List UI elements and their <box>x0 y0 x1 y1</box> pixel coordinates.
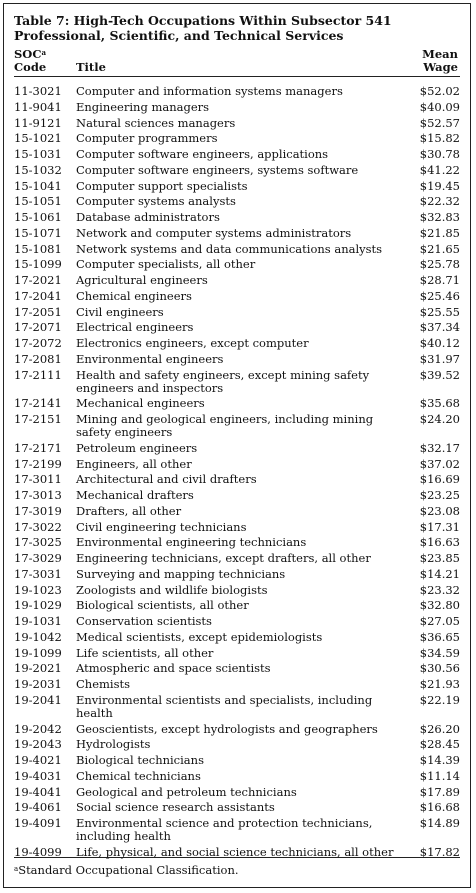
soc-code-cell: 17-2199 <box>14 456 62 471</box>
mean-wage-cell: $17.89 <box>419 784 460 799</box>
mean-wage-cell: $21.85 <box>419 225 460 240</box>
table-frame <box>3 3 471 888</box>
soc-code-cell: 15-1081 <box>14 241 62 256</box>
mean-wage-cell: $39.52 <box>419 367 460 382</box>
soc-code-cell: 15-1099 <box>14 257 62 272</box>
occupation-title-cell: Biological technicians <box>76 753 204 767</box>
occupation-title-cell: Computer programmers <box>76 131 218 146</box>
occupation-title-cell: Mechanical engineers <box>76 396 205 411</box>
soc-code-cell: 19-4091 <box>14 816 62 830</box>
table-row <box>14 413 460 439</box>
soc-code-cell: 19-4021 <box>14 753 62 767</box>
soc-code-cell: 19-4061 <box>14 800 62 815</box>
soc-code-cell: 17-2081 <box>14 351 62 366</box>
mean-wage-cell: $14.89 <box>419 816 460 830</box>
soc-code-cell: 19-1031 <box>14 614 62 628</box>
soc-code-cell: 19-1023 <box>14 582 62 597</box>
soc-code-cell: 15-1071 <box>14 225 62 240</box>
table-row <box>14 599 460 612</box>
table-row <box>14 148 460 161</box>
occupation-title-cell: Network and computer systems administrators <box>76 225 352 240</box>
table-body <box>14 85 460 862</box>
table-row <box>14 442 460 455</box>
table-row <box>14 85 460 98</box>
occupation-title-cell: Environmental science and protection technicians, including health <box>76 816 373 843</box>
occupation-title-cell: Medical scientists, except epidemiologists <box>76 629 323 644</box>
footnote-marker: a <box>14 865 19 873</box>
mean-wage-cell: $31.97 <box>419 351 460 366</box>
table-row <box>14 568 460 581</box>
occupation-title-cell: Agricultural engineers <box>76 273 208 287</box>
occupation-title-cell: Surveying and mapping technicians <box>76 566 286 581</box>
occupation-title-cell: Conservation scientists <box>76 614 212 628</box>
header-code-label: Code <box>14 60 47 74</box>
table-row <box>14 274 460 287</box>
footnote <box>14 863 239 877</box>
table-row <box>14 397 460 410</box>
occupation-title-cell: Atmospheric and space scientists <box>76 661 271 676</box>
mean-wage-cell: $36.65 <box>419 629 460 644</box>
occupation-title-cell: Chemical engineers <box>76 288 192 303</box>
occupation-title-cell: Natural sciences managers <box>76 115 236 130</box>
mean-wage-cell: $21.65 <box>419 241 460 256</box>
soc-code-cell: 17-2071 <box>14 320 62 335</box>
occupation-title-cell: Zoologists and wildlife biologists <box>76 582 268 597</box>
mean-wage-cell: $15.82 <box>419 131 460 146</box>
mean-wage-cell: $22.32 <box>419 194 460 209</box>
table-row <box>14 738 460 751</box>
mean-wage-cell: $16.69 <box>419 472 460 487</box>
table-row <box>14 321 460 334</box>
soc-code-cell: 17-3019 <box>14 503 62 518</box>
occupation-title-cell: Hydrologists <box>76 737 151 752</box>
occupation-title-cell: Life scientists, all other <box>76 645 214 660</box>
mean-wage-cell: $24.20 <box>419 412 460 426</box>
table-row <box>14 536 460 549</box>
table-row <box>14 132 460 145</box>
mean-wage-cell: $28.71 <box>419 273 460 287</box>
soc-code-cell: 19-1042 <box>14 629 62 644</box>
soc-code-cell: 15-1041 <box>14 178 62 193</box>
table-row <box>14 817 460 843</box>
soc-code-cell: 19-1099 <box>14 645 62 660</box>
soc-code-cell: 11-9121 <box>14 115 62 130</box>
header-mean-wage <box>422 48 458 74</box>
occupation-title-cell: Chemists <box>76 677 131 691</box>
occupation-title-cell: Computer specialists, all other <box>76 257 256 272</box>
soc-code-cell: 19-4099 <box>14 844 62 859</box>
mean-wage-cell: $37.34 <box>419 320 460 335</box>
mean-wage-cell: $52.57 <box>419 115 460 130</box>
header-title: Title <box>76 60 106 74</box>
occupation-title-cell: Engineering technicians, except drafters, all other <box>76 551 371 565</box>
occupation-title-cell: Civil engineers <box>76 304 164 319</box>
mean-wage-cell: $16.63 <box>419 535 460 550</box>
table-row <box>14 770 460 783</box>
soc-code-cell: 17-2072 <box>14 336 62 350</box>
mean-wage-cell: $34.59 <box>419 645 460 660</box>
mean-wage-cell: $17.31 <box>419 519 460 534</box>
mean-wage-cell: $23.08 <box>419 503 460 518</box>
soc-code-cell: 17-3013 <box>14 488 62 502</box>
table-row <box>14 337 460 350</box>
soc-code-cell: 15-1021 <box>14 131 62 146</box>
mean-wage-cell: $41.22 <box>419 162 460 177</box>
mean-wage-cell: $11.14 <box>419 768 460 783</box>
table-row <box>14 678 460 691</box>
soc-code-cell: 19-1029 <box>14 598 62 613</box>
soc-code-cell: 17-3025 <box>14 535 62 550</box>
mean-wage-cell: $27.05 <box>419 614 460 628</box>
mean-wage-cell: $16.68 <box>419 800 460 815</box>
table-row <box>14 473 460 486</box>
table-row <box>14 615 460 628</box>
header-soc-footnote-marker: a <box>41 48 47 57</box>
soc-code-cell: 17-2171 <box>14 440 62 455</box>
occupation-title-cell: Biological scientists, all other <box>76 598 249 613</box>
occupation-title-cell: Chemical technicians <box>76 768 201 783</box>
table-row <box>14 631 460 644</box>
header-soc-label: SOC <box>14 47 42 61</box>
soc-code-cell: 19-2041 <box>14 692 62 707</box>
mean-wage-cell: $30.78 <box>419 147 460 161</box>
table-row <box>14 180 460 193</box>
occupation-title-cell: Computer software engineers, systems software <box>76 162 359 177</box>
mean-wage-cell: $32.83 <box>419 210 460 224</box>
occupation-title-cell: Health and safety engineers, except mining safety engineers and inspectors <box>76 367 370 395</box>
mean-wage-cell: $32.17 <box>419 440 460 455</box>
occupation-title-cell: Environmental engineering technicians <box>76 535 307 550</box>
mean-wage-cell: $37.02 <box>419 456 460 471</box>
soc-code-cell: 15-1061 <box>14 210 62 224</box>
occupation-title-cell: Database administrators <box>76 210 220 224</box>
occupation-title-cell: Mining and geological engineers, including mining safety engineers <box>76 412 374 439</box>
header-mean-label: Mean <box>422 47 458 61</box>
table-row <box>14 489 460 502</box>
occupation-title-cell: Electronics engineers, except computer <box>76 336 309 350</box>
soc-code-cell: 19-2043 <box>14 737 62 752</box>
mean-wage-cell: $25.46 <box>419 288 460 303</box>
mean-wage-cell: $26.20 <box>419 721 460 736</box>
header-rule <box>14 76 460 77</box>
soc-code-cell: 15-1031 <box>14 147 62 161</box>
mean-wage-cell: $23.85 <box>419 551 460 565</box>
table-row <box>14 723 460 736</box>
occupation-title-cell: Computer software engineers, applications <box>76 147 329 161</box>
table-row <box>14 458 460 471</box>
soc-code-cell: 11-3021 <box>14 84 62 98</box>
soc-code-cell: 17-2021 <box>14 273 62 287</box>
soc-code-cell: 17-2111 <box>14 367 62 382</box>
table-row <box>14 662 460 675</box>
table-row <box>14 505 460 518</box>
occupation-title-cell: Drafters, all other <box>76 503 182 518</box>
occupation-title-cell: Mechanical drafters <box>76 488 194 502</box>
soc-code-cell: 11-9041 <box>14 99 62 114</box>
occupation-title-cell: Engineering managers <box>76 99 210 114</box>
soc-code-cell: 17-2141 <box>14 396 62 411</box>
soc-code-cell: 19-2042 <box>14 721 62 736</box>
soc-code-cell: 17-3029 <box>14 551 62 565</box>
table-row <box>14 227 460 240</box>
mean-wage-cell: $14.21 <box>419 566 460 581</box>
table-row <box>14 584 460 597</box>
header-wage-label: Wage <box>423 60 458 74</box>
soc-code-cell: 17-2151 <box>14 412 62 426</box>
table-row <box>14 801 460 814</box>
mean-wage-cell: $35.68 <box>419 396 460 411</box>
table-row <box>14 117 460 130</box>
occupation-title-cell: Environmental scientists and specialists, including health <box>76 692 373 720</box>
table-row <box>14 258 460 271</box>
soc-code-cell: 19-2021 <box>14 661 62 676</box>
occupation-title-cell: Geological and petroleum technicians <box>76 784 297 799</box>
soc-code-cell: 17-3022 <box>14 519 62 534</box>
occupation-title-cell: Computer and information systems managers <box>76 84 343 98</box>
mean-wage-cell: $21.93 <box>419 677 460 691</box>
occupation-title-cell: Environmental engineers <box>76 351 224 366</box>
table-row <box>14 647 460 660</box>
soc-code-cell: 17-3011 <box>14 472 62 487</box>
mean-wage-cell: $17.82 <box>419 844 460 859</box>
table-row <box>14 101 460 114</box>
header-soc-code <box>14 48 46 74</box>
table-row <box>14 353 460 366</box>
mean-wage-cell: $14.39 <box>419 753 460 767</box>
occupation-title-cell: Computer systems analysts <box>76 194 236 209</box>
table-row <box>14 552 460 565</box>
table-row <box>14 164 460 177</box>
table-row <box>14 290 460 303</box>
occupation-title-cell: Civil engineering technicians <box>76 519 247 534</box>
mean-wage-cell: $32.80 <box>419 598 460 613</box>
soc-code-cell: 17-2051 <box>14 304 62 319</box>
mean-wage-cell: $40.12 <box>419 336 460 350</box>
occupation-title-cell: Social science research assistants <box>76 800 275 815</box>
table-row <box>14 306 460 319</box>
footnote-text: Standard Occupational Classification. <box>18 863 239 877</box>
footer-rule <box>14 857 460 858</box>
table-row <box>14 211 460 224</box>
soc-code-cell: 15-1032 <box>14 162 62 177</box>
mean-wage-cell: $22.19 <box>419 692 460 707</box>
table-row <box>14 195 460 208</box>
table-row <box>14 694 460 720</box>
soc-code-cell: 19-4041 <box>14 784 62 799</box>
occupation-title-cell: Computer support specialists <box>76 178 248 193</box>
occupation-title-cell: Petroleum engineers <box>76 440 198 455</box>
table-row <box>14 754 460 767</box>
mean-wage-cell: $25.55 <box>419 304 460 319</box>
mean-wage-cell: $23.25 <box>419 488 460 502</box>
soc-code-cell: 17-3031 <box>14 566 62 581</box>
table-title: Table 7: High-Tech Occupations Within Subsector 541 Professional, Scientific, and Technical Services <box>14 13 392 43</box>
table-row <box>14 243 460 256</box>
mean-wage-cell: $30.56 <box>419 661 460 676</box>
mean-wage-cell: $28.45 <box>419 737 460 752</box>
occupation-title-cell: Architectural and civil drafters <box>76 472 257 487</box>
occupation-title-cell: Electrical engineers <box>76 320 194 335</box>
table-row <box>14 369 460 395</box>
soc-code-cell: 19-4031 <box>14 768 62 783</box>
occupation-title-cell: Network systems and data communications analysts <box>76 241 383 256</box>
mean-wage-cell: $23.32 <box>419 582 460 597</box>
occupation-title-cell: Engineers, all other <box>76 456 192 471</box>
mean-wage-cell: $25.78 <box>419 257 460 272</box>
occupation-title-cell: Geoscientists, except hydrologists and geographers <box>76 721 378 736</box>
mean-wage-cell: $40.09 <box>419 99 460 114</box>
table-row <box>14 786 460 799</box>
soc-code-cell: 15-1051 <box>14 194 62 209</box>
soc-code-cell: 17-2041 <box>14 288 62 303</box>
occupation-title-cell: Life, physical, and social science technicians, all other <box>76 844 394 859</box>
table-row <box>14 521 460 534</box>
mean-wage-cell: $52.02 <box>419 84 460 98</box>
mean-wage-cell: $19.45 <box>419 178 460 193</box>
soc-code-cell: 19-2031 <box>14 677 62 691</box>
